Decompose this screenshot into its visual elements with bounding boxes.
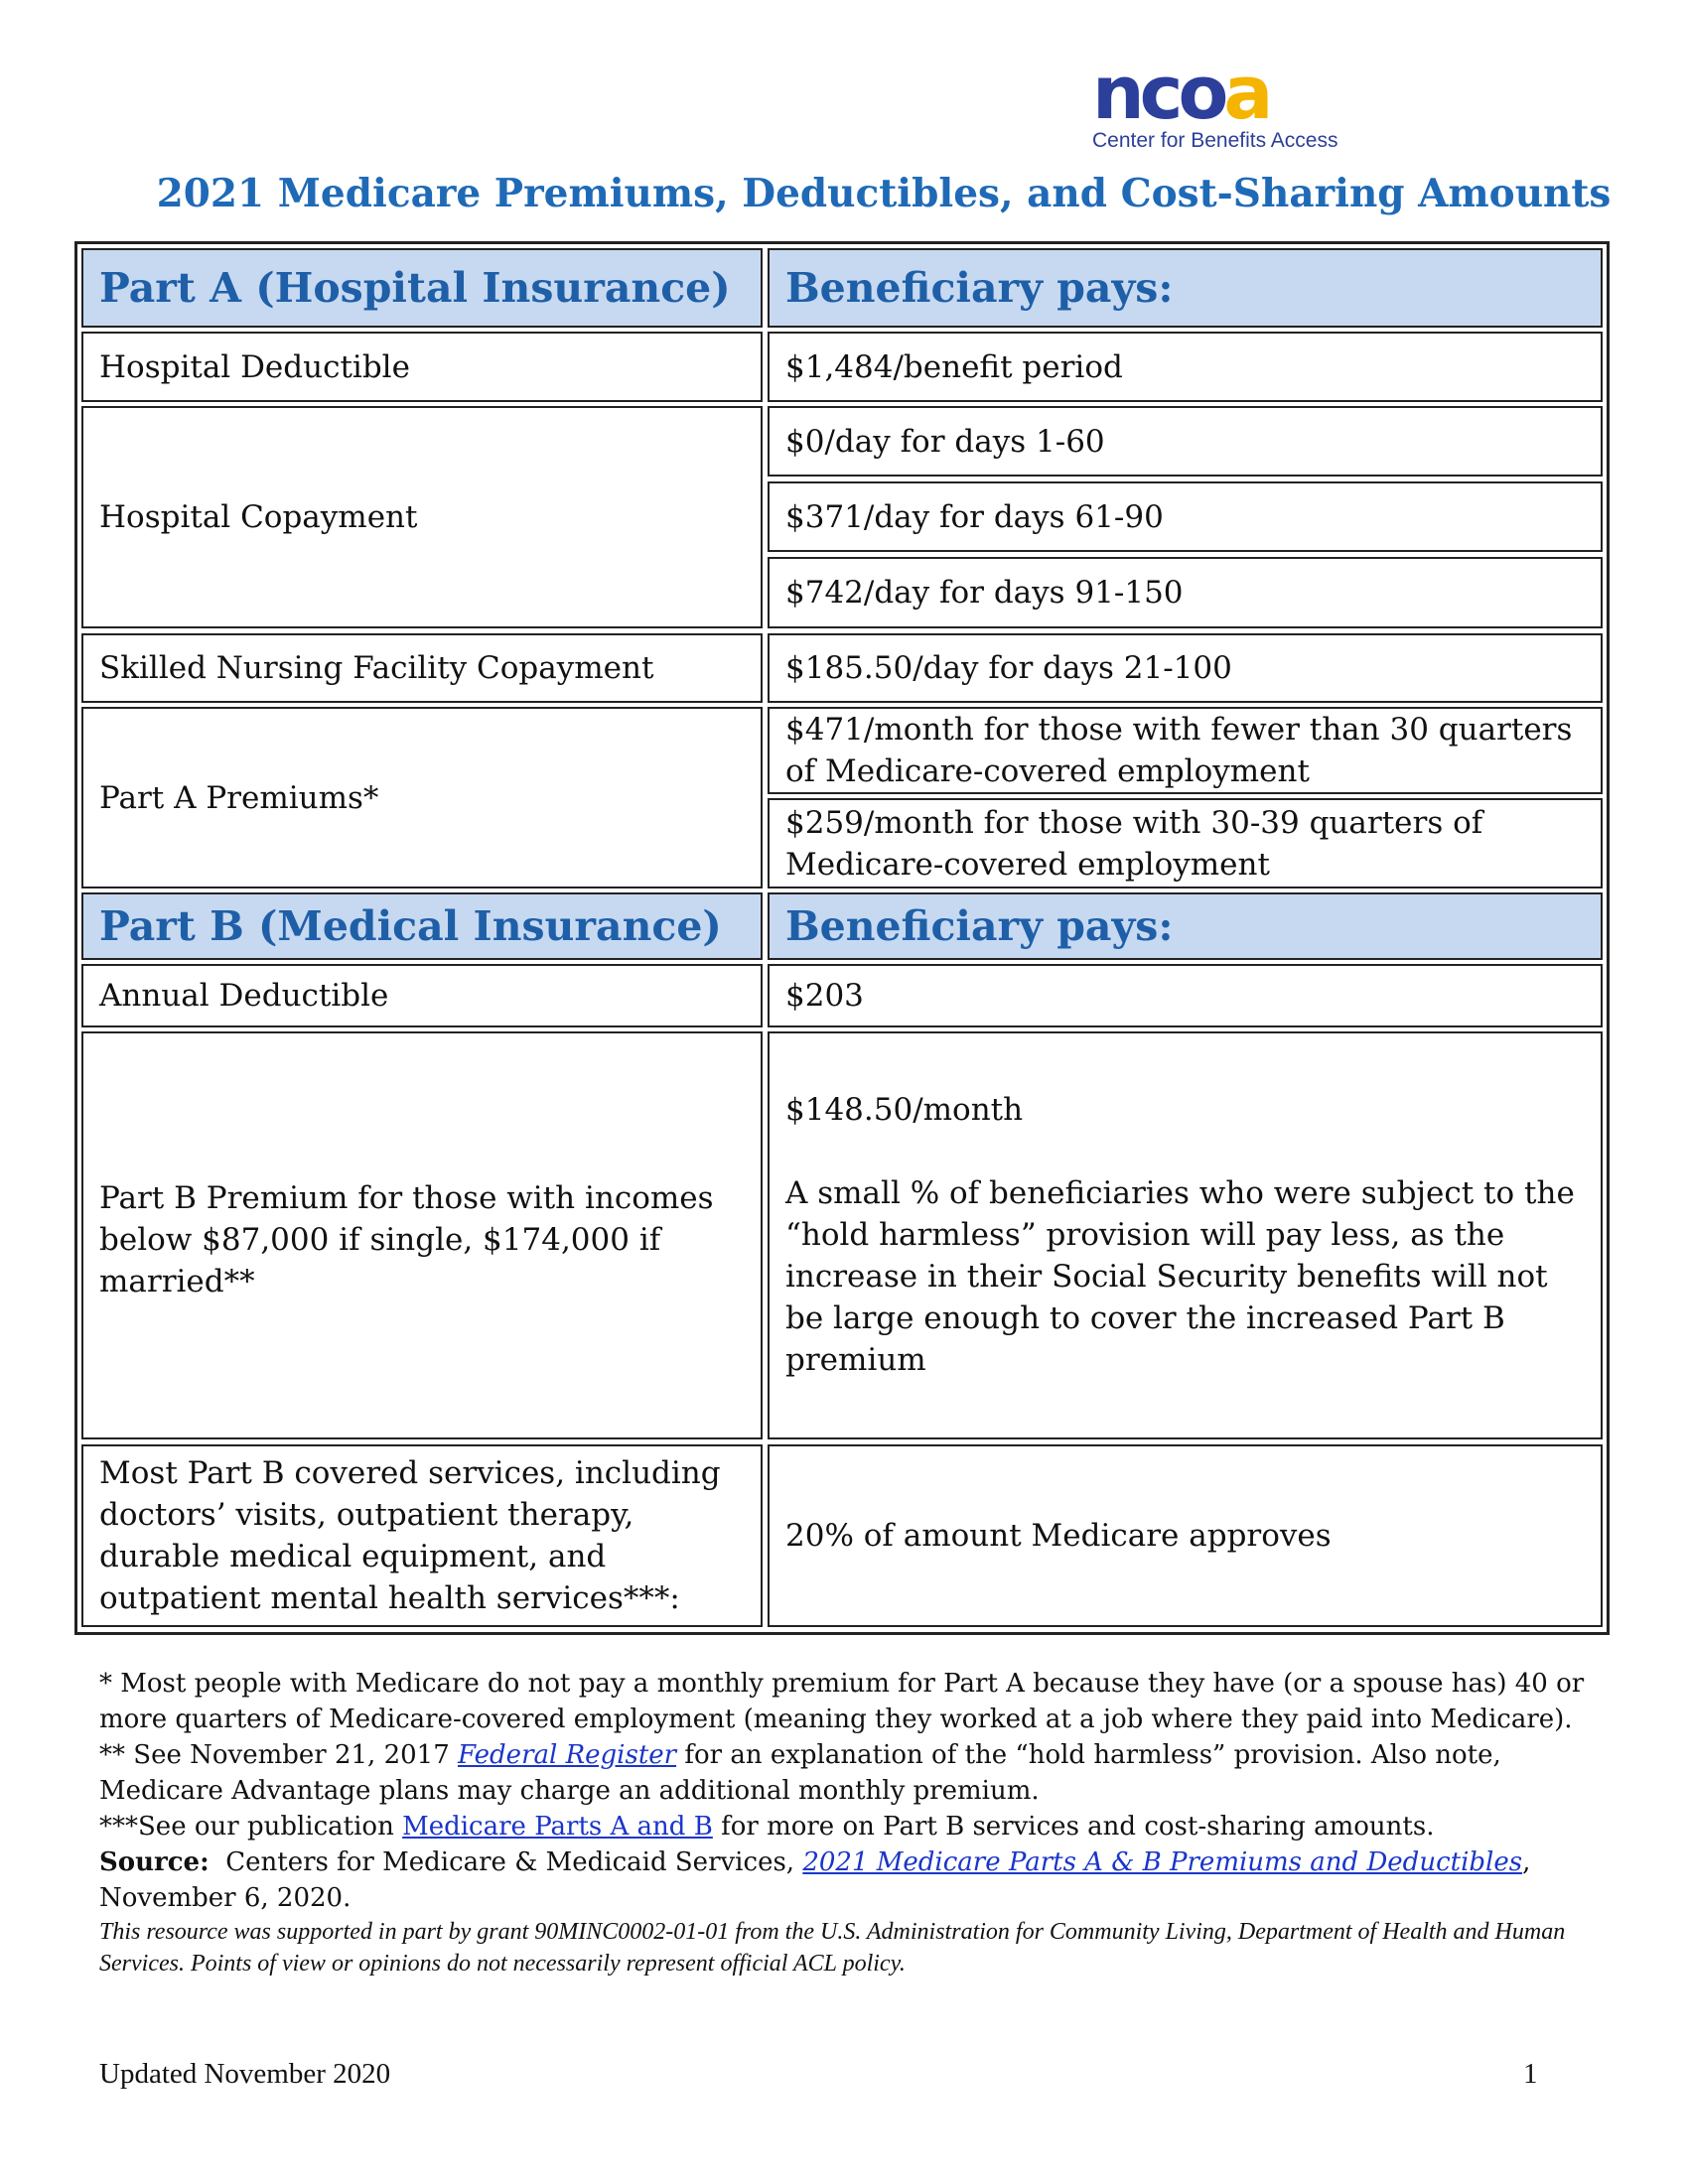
part-b-premium-amount: $148.50/month	[785, 1092, 1024, 1128]
covered-services-label: Most Part B covered services, including doctors’ visits, outpatient therapy, durable medical equipment, and outpatient mental health services***:	[81, 1444, 763, 1627]
updated-date: Updated November 2020	[99, 2058, 391, 2090]
part-a-premiums-label: Part A Premiums*	[81, 707, 763, 888]
footnote-3: ***See our publication Medicare Parts A and B for more on Part B services and cost-sharing amounts.	[99, 1812, 1435, 1842]
logo-subtitle: Center for Benefits Access	[1092, 129, 1338, 152]
page-number: 1	[1523, 2058, 1538, 2090]
grant-disclaimer: This resource was supported in part by grant 90MINC0002-01-01 from the U.S. Administration for Community Living, Department of Health and Human Services. Points of view or opinions do not necessarily represent official ACL policy.	[99, 1919, 1566, 1977]
footnote-2: ** See November 21, 2017 Federal Register for an explanation of the “hold harmless” provision. Also note, Medicare Advantage plans may charge an additional monthly premium.	[99, 1740, 1501, 1806]
annual-deductible-label: Annual Deductible	[81, 964, 763, 1027]
ncoa-logo	[1092, 51, 1390, 153]
part-a-header-pays: Beneficiary pays:	[768, 248, 1603, 328]
hospital-copayment-value-2: $371/day for days 61-90	[768, 481, 1603, 552]
hospital-copayment-value-1: $0/day for days 1-60	[768, 406, 1603, 477]
hospital-deductible-value: $1,484/benefit period	[768, 332, 1603, 402]
part-a-header: Part A (Hospital Insurance)	[81, 248, 763, 328]
part-b-premium-note: A small % of beneficiaries who were subject to the “hold harmless” provision will pay less, as the increase in their Social Security benefits will not be large enough to cover the increased Part B premium	[785, 1175, 1575, 1378]
federal-register-link[interactable]: Federal Register	[458, 1740, 677, 1770]
footnote-1: * Most people with Medicare do not pay a monthly premium for Part A because they have (or a spouse has) 40 or more quarters of Medicare-covered employment (meaning they worked at a job where they paid into Medicare).	[99, 1669, 1585, 1734]
medicare-parts-link[interactable]: Medicare Parts A and B	[402, 1812, 713, 1842]
annual-deductible-value: $203	[768, 964, 1603, 1027]
hospital-copayment-value-3: $742/day for days 91-150	[768, 557, 1603, 628]
hospital-deductible-label: Hospital Deductible	[81, 332, 763, 402]
cms-premiums-link[interactable]: 2021 Medicare Parts A & B Premiums and Deductibles	[802, 1847, 1523, 1877]
part-b-premium-value	[768, 1031, 1603, 1439]
snf-copayment-label: Skilled Nursing Facility Copayment	[81, 633, 763, 703]
logo-wordmark: ncoa	[1092, 51, 1269, 136]
part-b-header-pays: Beneficiary pays:	[768, 892, 1603, 960]
footnotes	[99, 1666, 1609, 1979]
part-b-premium-label: Part B Premium for those with incomes below $87,000 if single, $174,000 if married**	[81, 1031, 763, 1439]
covered-services-value: 20% of amount Medicare approves	[768, 1444, 1603, 1627]
part-a-premium-value-1: $471/month for those with fewer than 30 quarters of Medicare-covered employment	[768, 707, 1603, 794]
hospital-copayment-label: Hospital Copayment	[81, 406, 763, 628]
part-b-header: Part B (Medical Insurance)	[81, 892, 763, 960]
part-a-premium-value-2: $259/month for those with 30-39 quarters of Medicare-covered employment	[768, 798, 1603, 888]
document-title: 2021 Medicare Premiums, Deductibles, and Cost-Sharing Amounts	[156, 171, 1612, 216]
snf-copayment-value: $185.50/day for days 21-100	[768, 633, 1603, 703]
source-note: Source: Centers for Medicare & Medicaid Services, 2021 Medicare Parts A & B Premiums and Deductibles, November 6, 2020.	[99, 1847, 1531, 1913]
